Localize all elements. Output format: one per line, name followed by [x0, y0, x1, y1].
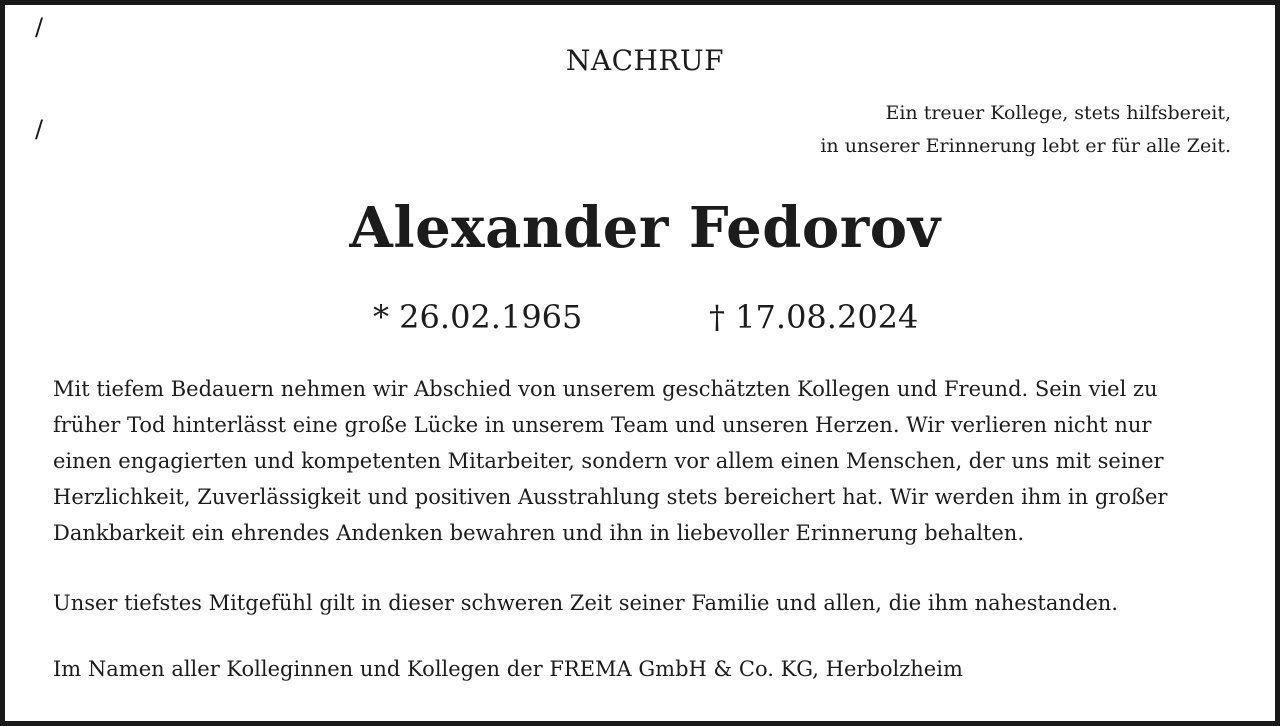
- condolence-paragraph: [53, 371, 1243, 551]
- text-line: Im Namen aller Kolleginnen und Kollegen der FREMA GmbH & Co. KG, Herbolzheim: [53, 657, 963, 681]
- verse-line: in unserer Erinnerung lebt er für alle Zeit.: [820, 135, 1231, 157]
- text-line: Unser tiefstes Mitgefühl gilt in dieser schweren Zeit seiner Familie und allen, die ihm nahestanden.: [53, 591, 1118, 615]
- memorial-verse: [820, 97, 1231, 163]
- text-line: Herzlichkeit, Zuverlässigkeit und positiven Ausstrahlung stets bereichert hat. Wir werden ihm in großer: [53, 485, 1168, 509]
- verse-line: Ein treuer Kollege, stets hilfsbereit,: [885, 102, 1231, 124]
- signature-paragraph: [53, 651, 1243, 687]
- slash-mark-middle: /: [35, 115, 44, 143]
- notice-heading: NACHRUF: [565, 44, 725, 77]
- death-date: † 17.08.2024: [709, 298, 919, 336]
- deceased-name: Alexander Fedorov: [349, 195, 941, 261]
- text-line: Mit tiefem Bedauern nehmen wir Abschied von unserem geschätzten Kollegen und Freund. Sein viel zu: [53, 377, 1158, 401]
- text-line: einen engagierten und kompetenten Mitarbeiter, sondern vor allem einen Menschen, der uns mit seiner: [53, 449, 1164, 473]
- slash-mark-top: /: [35, 13, 44, 41]
- text-line: Dankbarkeit ein ehrendes Andenken bewahren und ihn in liebevoller Erinnerung behalten.: [53, 521, 1025, 545]
- sympathy-paragraph: [53, 585, 1243, 621]
- birth-date: * 26.02.1965: [373, 298, 583, 336]
- text-line: früher Tod hinterlässt eine große Lücke in unserem Team und unseren Herzen. Wir verlieren nicht nur: [53, 413, 1152, 437]
